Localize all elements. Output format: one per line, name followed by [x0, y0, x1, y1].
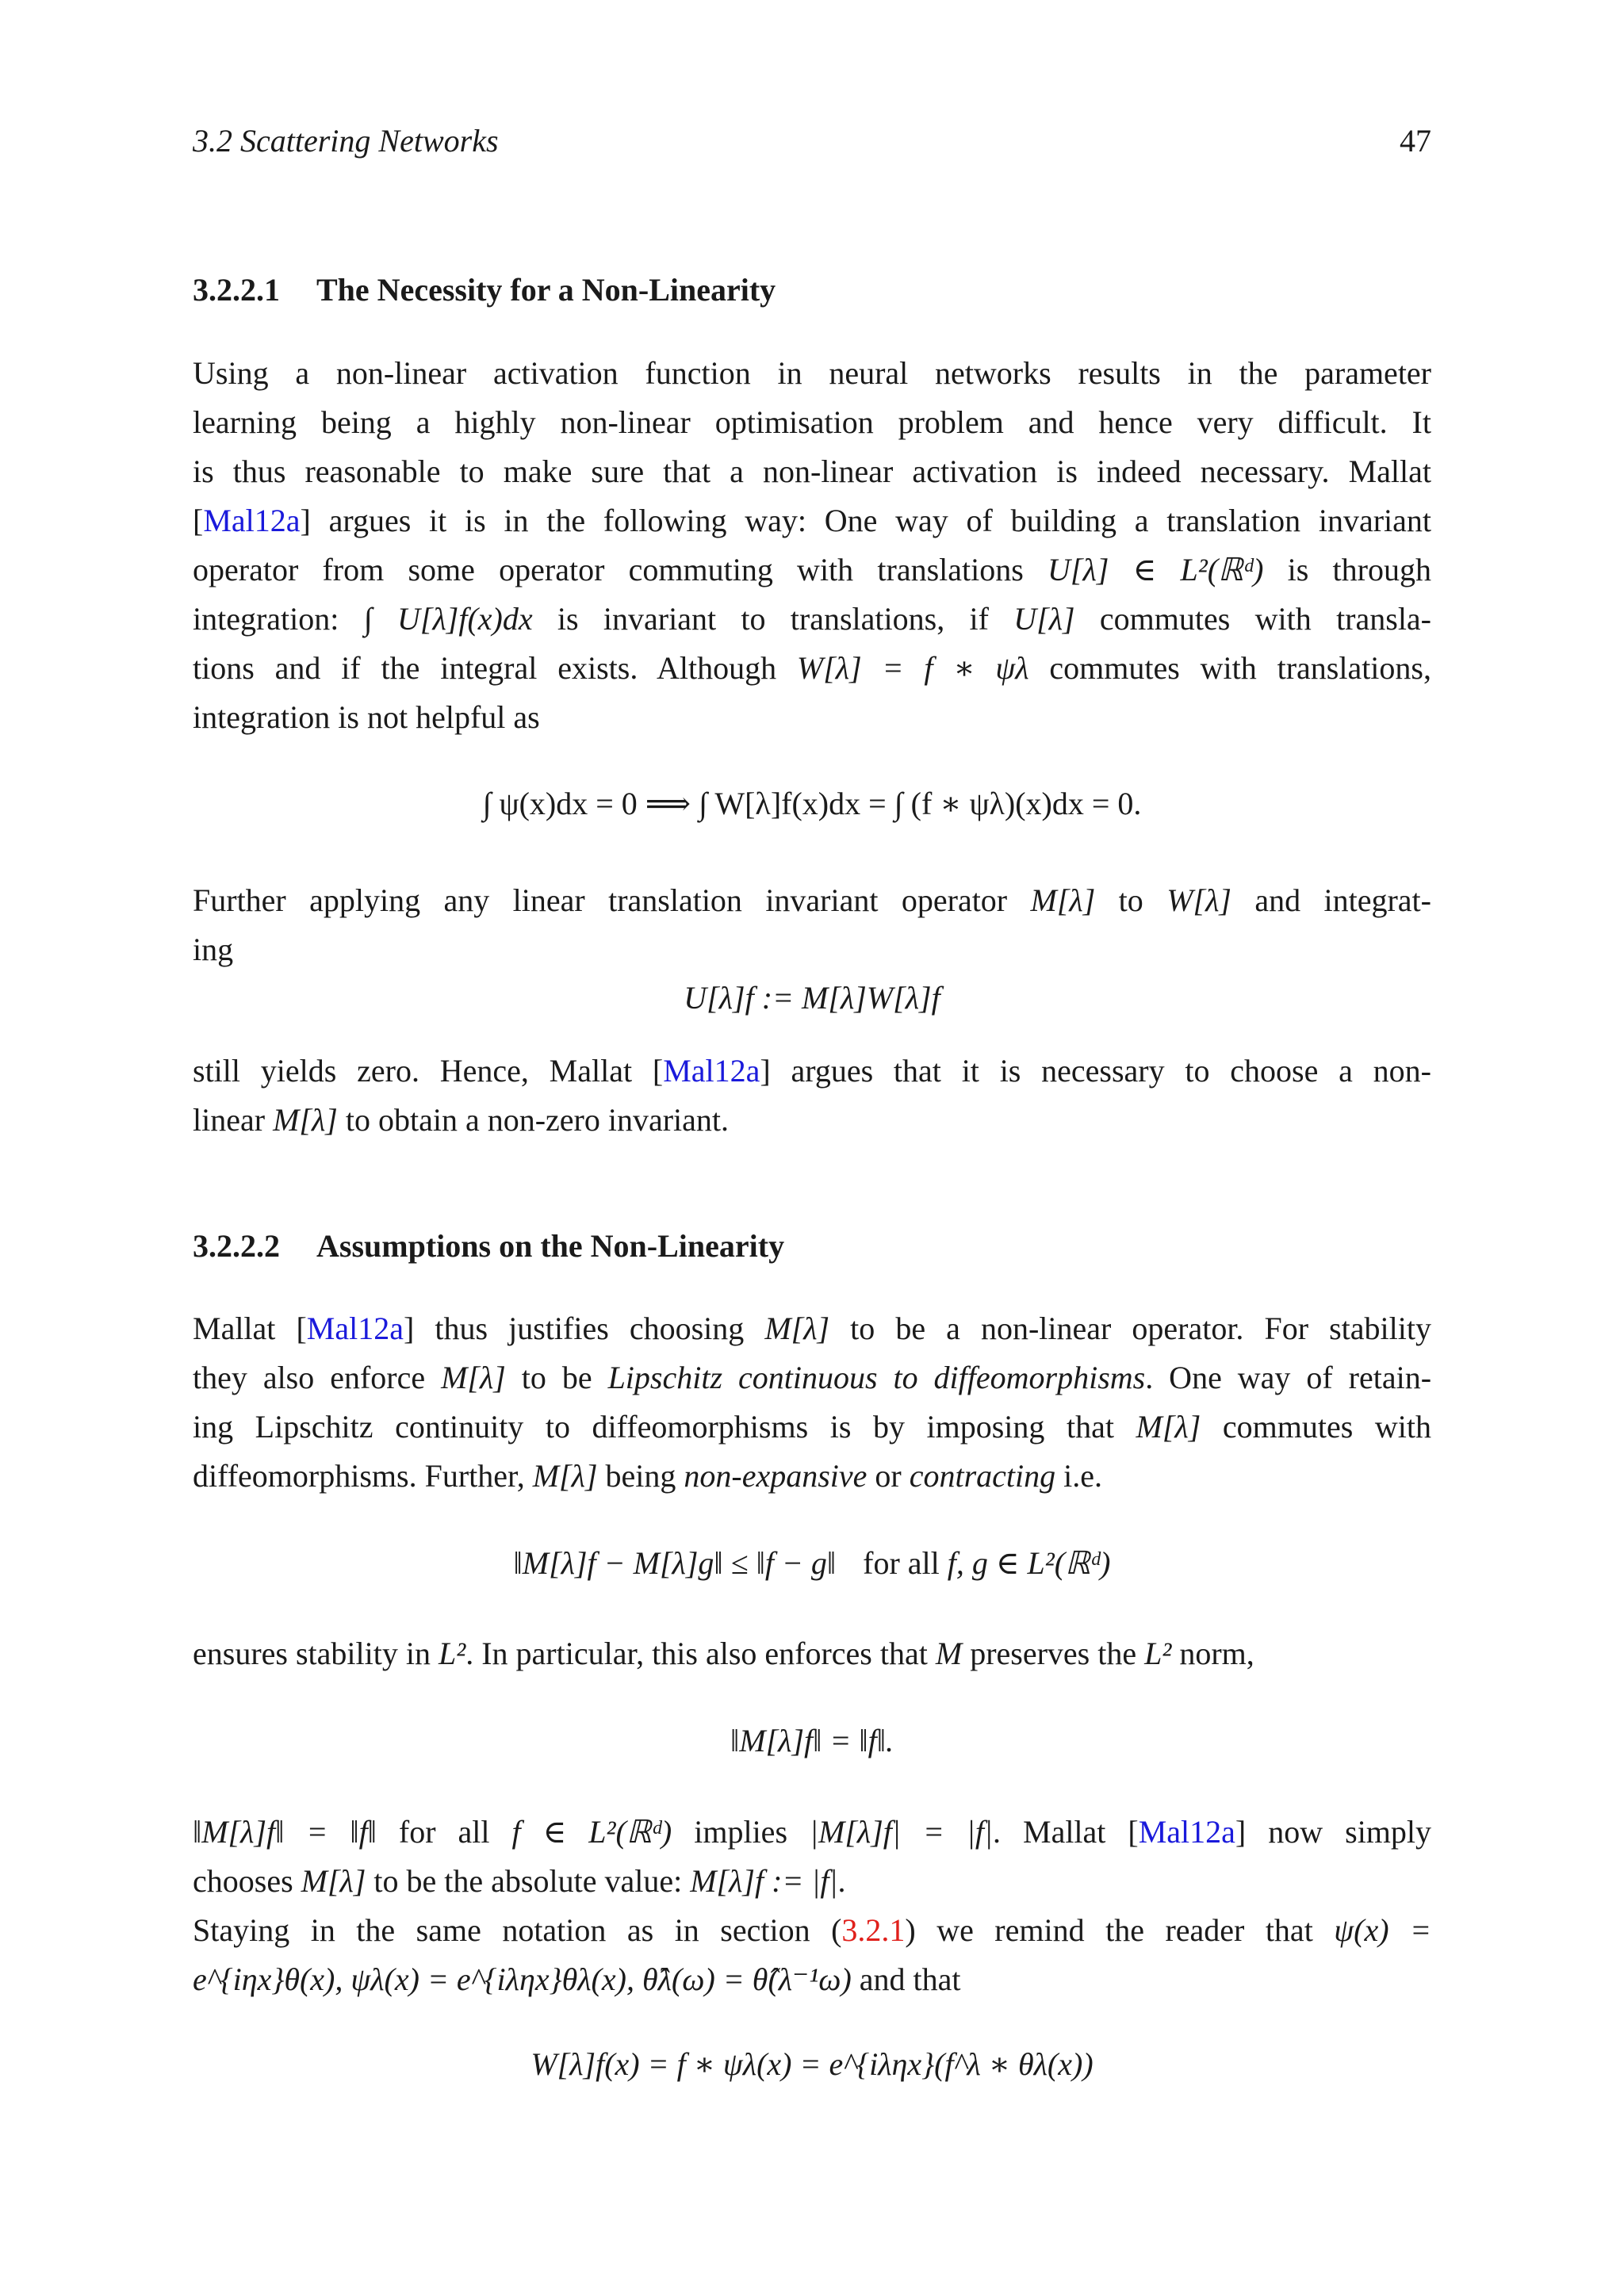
text-line: is thus reasonable to make sure that a non-linear activation is indeed necessary. Mallat	[193, 453, 1431, 489]
heading-title: The Necessity for a Non-Linearity	[316, 272, 776, 308]
text-line: Mallat [Mal12a] thus justifies choosing M[λ] to be a non-linear operator. For stability	[193, 1311, 1431, 1346]
inline-math: ∫ U[λ]f(x)dx	[363, 601, 533, 637]
display-equation-1: ∫ ψ(x)dx = 0 ⟹ ∫ W[λ]f(x)dx = ∫ (f ∗ ψλ)(x)dx = 0.	[482, 786, 1142, 821]
running-head	[193, 122, 1431, 162]
page-number: 47	[1400, 123, 1431, 159]
text-line: still yields zero. Hence, Mallat [Mal12a] argues that it is necessary to choose a non-	[193, 1053, 1432, 1089]
inline-math: U[λ]	[1013, 601, 1075, 637]
subsubsection-heading-2	[193, 1227, 784, 1265]
text-line: integration: ∫ U[λ]f(x)dx is invariant to translations, if U[λ] commutes with transla-	[193, 601, 1432, 637]
display-equation-3: ‖M[λ]f − M[λ]g‖ ≤ ‖f − g‖ for all f, g ∈ L²(ℝᵈ)	[513, 1545, 1111, 1581]
heading-title: Assumptions on the Non-Linearity	[316, 1228, 785, 1264]
text-line: learning being a highly non-linear optimisation problem and hence very difficult. It	[193, 404, 1431, 440]
text-line: they also enforce M[λ] to be Lipschitz continuous to diffeomorphisms. One way of retain-	[193, 1360, 1432, 1395]
paragraph-1	[193, 349, 1431, 742]
paragraph-4	[193, 1304, 1431, 1501]
paragraph-3	[193, 1047, 1431, 1145]
inline-math: W[λ] = f ∗ ψλ	[796, 650, 1029, 686]
paragraph-5	[193, 1629, 1431, 1678]
inline-math: U[λ] ∈ L²(ℝᵈ)	[1048, 552, 1264, 587]
text-line: Further applying any linear translation invariant operator M[λ] to W[λ] and integrat-	[193, 882, 1431, 918]
heading-number: 3.2.2.2	[193, 1228, 280, 1264]
paragraph-2	[193, 876, 1431, 974]
running-head-section: 3.2 Scattering Networks	[193, 123, 499, 159]
text-line: ing	[193, 932, 234, 967]
text-line: [Mal12a] argues it is in the following way: One way of building a translation invariant	[193, 503, 1431, 538]
citation-link[interactable]: Mal12a	[203, 503, 301, 538]
text-line: ‖M[λ]f‖ = ‖f‖ for all f ∈ L²(ℝᵈ) implies |M[λ]f| = |f|. Mallat [Mal12a] now simply	[193, 1814, 1432, 1850]
heading-number: 3.2.2.1	[193, 272, 280, 308]
text-line: e^{iηx}θ(x), ψλ(x) = e^{iληx}θλ(x), θ̂λ(ω) = θ̂(λ⁻¹ω) and that	[193, 1961, 961, 1997]
section-reference-link[interactable]: 3.2.1	[841, 1912, 906, 1948]
text-line: tions and if the integral exists. Although W[λ] = f ∗ ψλ commutes with translations,	[193, 650, 1431, 686]
display-equation-5: W[λ]f(x) = f ∗ ψλ(x) = e^{iληx}(f^λ ∗ θλ(x))	[530, 2046, 1094, 2082]
paragraph-6	[193, 1808, 1431, 2004]
text-line: operator from some operator commuting with translations U[λ] ∈ L²(ℝᵈ) is through	[193, 552, 1431, 587]
subsubsection-heading-1	[193, 271, 776, 308]
text-line: diffeomorphisms. Further, M[λ] being non-expansive or contracting i.e.	[193, 1458, 1103, 1494]
citation-link[interactable]: Mal12a	[1138, 1814, 1235, 1850]
text-line: ing Lipschitz continuity to diffeomorphisms is by imposing that M[λ] commutes with	[193, 1409, 1431, 1445]
text-line: Staying in the same notation as in section (3.2.1) we remind the reader that ψ(x) =	[193, 1912, 1432, 1948]
text-line: Using a non-linear activation function in neural networks results in the parameter	[193, 355, 1431, 391]
citation-link[interactable]: Mal12a	[663, 1053, 760, 1089]
display-equation-2: U[λ]f := M[λ]W[λ]f	[684, 980, 940, 1016]
citation-link[interactable]: Mal12a	[306, 1311, 404, 1346]
text-line: chooses M[λ] to be the absolute value: M[λ]f := |f|.	[193, 1863, 846, 1899]
text-line: integration is not helpful as	[193, 699, 540, 735]
text-line: ensures stability in L². In particular, this also enforces that M preserves the L² norm,	[193, 1636, 1254, 1671]
text-line: linear M[λ] to obtain a non-zero invariant.	[193, 1102, 730, 1138]
display-equation-4: ‖M[λ]f‖ = ‖f‖.	[730, 1723, 894, 1758]
